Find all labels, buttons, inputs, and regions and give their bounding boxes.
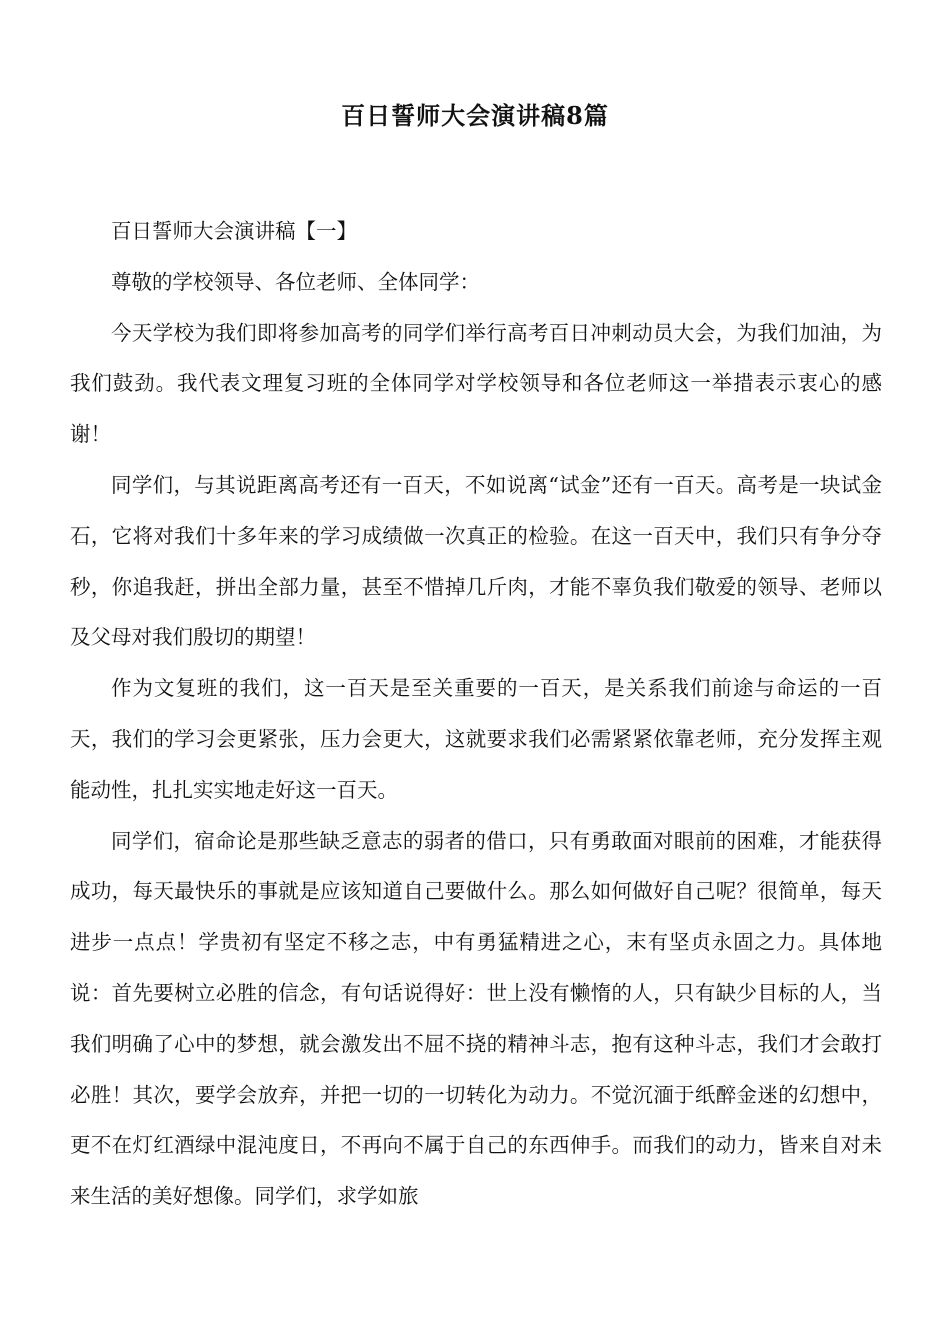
document-body [70, 206, 882, 1222]
document-title: 百日誓师大会演讲稿8篇 [341, 101, 609, 130]
salutation: 尊敬的学校领导、各位老师、全体同学： [111, 269, 480, 294]
body-paragraph: 同学们，宿命论是那些缺乏意志的弱者的借口，只有勇敢面对眼前的困难，才能获得成功，每天最快乐的事就是应该知道自己要做什么。那么如何做好自己呢？很简单，每天进步一点点！学贵初有坚定不移之志，中有勇猛精进之心，末有坚贞永固之力。具体地说：首先要树立必胜的信念，有句话说得好：世上没有懒惰的人，只有缺少目标的人，当我们明确了心中的梦想，就会激发出不屈不挠的精神斗志，抱有这种斗志，我们才会敢打必胜！其次，要学会放弃，并把一切的一切转化为动力。不觉沉湎于纸醉金迷的幻想中，更不在灯红酒绿中混沌度日，不再向不属于自己的东西伸手。而我们的动力，皆来自对未来生活的美好想像。同学们，求学如旅 [70, 828, 882, 1209]
body-paragraph: 同学们，与其说距离高考还有一百天，不如说离“试金”还有一百天。高考是一块试金石，它将对我们十多年来的学习成绩做一次真正的检验。在这一百天中，我们只有争分夺秒，你追我赶，拼出全部力量，甚至不惜掉几斤肉，才能不辜负我们敬爱的领导、老师以及父母对我们殷切的期望！ [70, 472, 882, 650]
section-heading: 百日誓师大会演讲稿【一】 [111, 219, 357, 243]
body-paragraph: 今天学校为我们即将参加高考的同学们举行高考百日冲刺动员大会，为我们加油，为我们鼓劲。我代表文理复习班的全体同学对学校领导和各位老师这一举措表示衷心的感谢！ [70, 320, 882, 447]
body-paragraph: 作为文复班的我们，这一百天是至关重要的一百天，是关系我们前途与命运的一百天，我们的学习会更紧张，压力会更大，这就要求我们必需紧紧依靠老师，充分发挥主观能动性，扎扎实实地走好这一百天。 [70, 676, 882, 802]
